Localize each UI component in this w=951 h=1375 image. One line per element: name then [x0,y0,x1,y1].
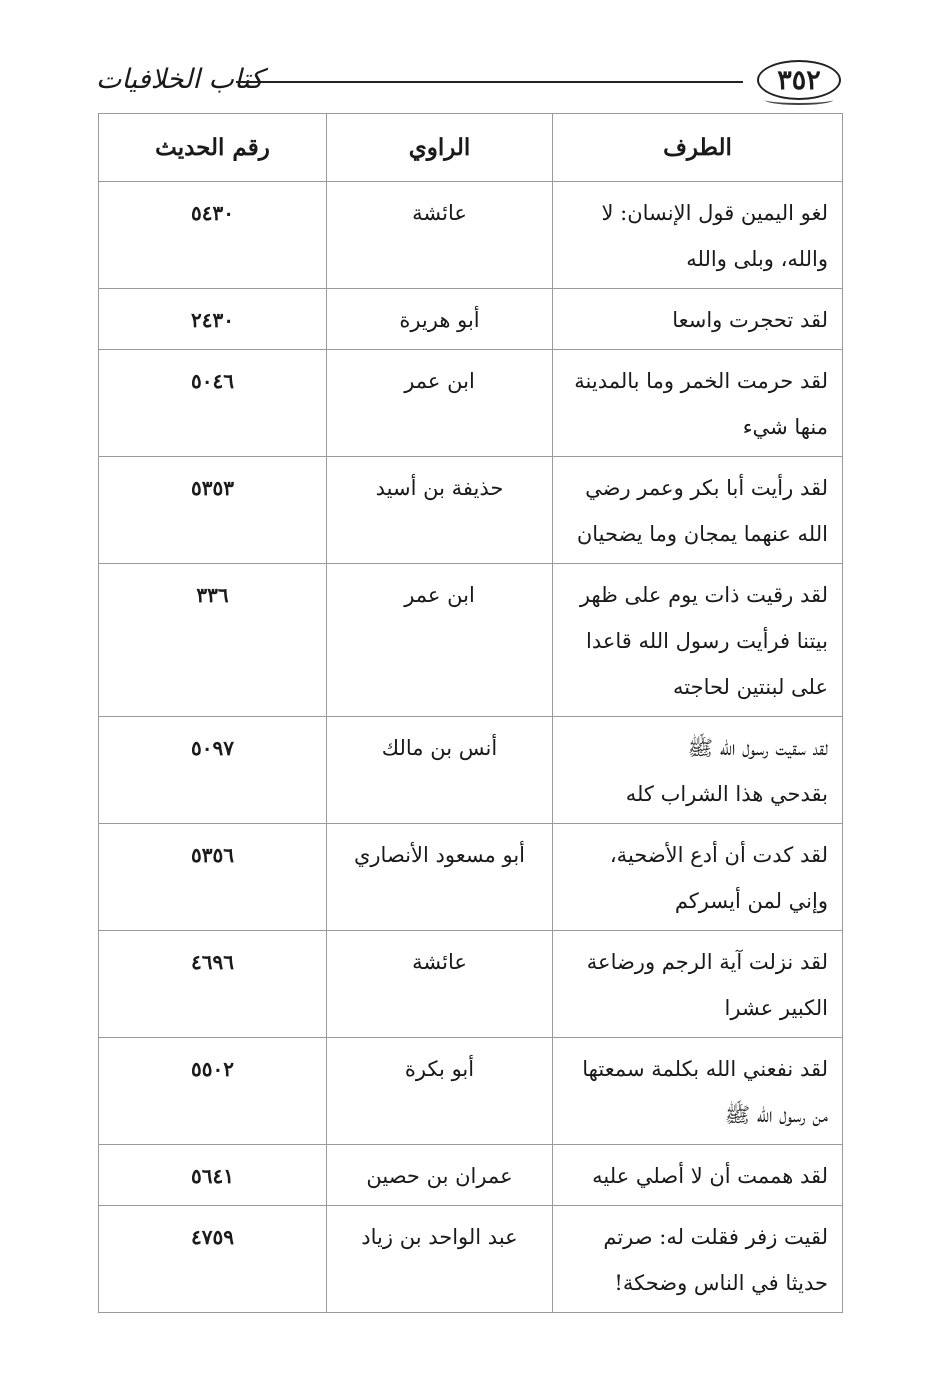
hadith-number-cell: ٥٦٤١ [99,1145,327,1206]
tarf-line: لقد رقيت ذات يوم على ظهر [579,583,828,607]
hadith-index-table [98,113,843,1313]
tarf-line: لغو اليمين قول الإنسان: لا [601,201,828,225]
rawi-cell: أنس بن مالك [327,717,553,824]
table-body [99,182,843,1313]
tarf-cell [553,289,843,350]
tarf-cell [553,1145,843,1206]
table-header-row [99,114,843,182]
rawi-cell: أبو مسعود الأنصاري [327,824,553,931]
tarf-cell [553,1038,843,1145]
tarf-line: حديثا في الناس وضحكة! [614,1271,828,1295]
table-row [99,717,843,824]
column-header-number: رقم الحديث [99,114,327,182]
tarf-line: لقد تحجرت واسعا [672,308,828,332]
rawi-cell: أبو بكرة [327,1038,553,1145]
tarf-cell [553,1206,843,1313]
tarf-line: على لبنتين لحاجته [673,675,828,699]
page-header [96,58,841,108]
tarf-line: منها شيء [742,415,828,439]
hadith-number-cell: ٢٤٣٠ [99,289,327,350]
table-row [99,931,843,1038]
tarf-line: لقد حرمت الخمر وما بالمدينة [574,369,828,393]
rawi-cell: ابن عمر [327,564,553,717]
column-header-tarf: الطرف [553,114,843,182]
tarf-line: الكبير عشرا [724,996,828,1020]
tarf-line: لقيت زفر فقلت له: صرتم [603,1225,828,1249]
rawi-cell: ابن عمر [327,350,553,457]
table-row [99,824,843,931]
tarf-cell [553,457,843,564]
hadith-number-cell: ٥٥٠٢ [99,1038,327,1145]
column-header-rawi: الراوي [327,114,553,182]
hadith-number-cell: ٥٠٩٧ [99,717,327,824]
tarf-cell [553,350,843,457]
tarf-line: الله عنهما يمجان وما يضحيان [576,522,828,546]
tarf-cell [553,931,843,1038]
page-number: ٣٥٢ [757,60,841,100]
rawi-cell: عبد الواحد بن زياد [327,1206,553,1313]
tarf-line: بيتنا فرأيت رسول الله قاعدا [586,629,828,653]
rawi-cell: حذيفة بن أسيد [327,457,553,564]
hadith-number-cell: ٤٦٩٦ [99,931,327,1038]
tarf-line: لقد كدت أن أدع الأضحية، [609,843,828,867]
table-row [99,182,843,289]
hadith-number-cell: ٤٧٥٩ [99,1206,327,1313]
rawi-cell: عمران بن حصين [327,1145,553,1206]
hadith-number-cell: ٥٣٥٣ [99,457,327,564]
tarf-cell [553,182,843,289]
table-row [99,1038,843,1145]
hadith-number-cell: ٣٣٦ [99,564,327,717]
hadith-number-cell: ٥٣٥٦ [99,824,327,931]
book-title: كتاب الخلافيات [96,64,264,95]
rawi-cell: أبو هريرة [327,289,553,350]
rawi-cell: عائشة [327,931,553,1038]
table-row [99,564,843,717]
tarf-line: لقد هممت أن لا أصلي عليه [592,1164,828,1188]
tarf-cell [553,824,843,931]
tarf-line: لقد سقيت رسول الله ﷺ [687,736,828,760]
tarf-line: لقد رأيت أبا بكر وعمر رضي [585,476,828,500]
hadith-number-cell: ٥٠٤٦ [99,350,327,457]
hadith-number-cell: ٥٤٣٠ [99,182,327,289]
tarf-line: لقد نفعني الله بكلمة سمعتها [582,1057,828,1081]
tarf-line: من رسول الله ﷺ [724,1103,828,1127]
tarf-line: بقدحي هذا الشراب كله [625,782,828,806]
table-row [99,1206,843,1313]
rawi-cell: عائشة [327,182,553,289]
header-rule [236,81,743,83]
tarf-line: والله، وبلى والله [686,247,828,271]
tarf-line: لقد نزلت آية الرجم ورضاعة [586,950,828,974]
table-row [99,289,843,350]
tarf-cell [553,717,843,824]
table-row [99,350,843,457]
tarf-cell [553,564,843,717]
tarf-line: وإني لمن أيسركم [674,889,828,913]
table-row [99,1145,843,1206]
table-row [99,457,843,564]
